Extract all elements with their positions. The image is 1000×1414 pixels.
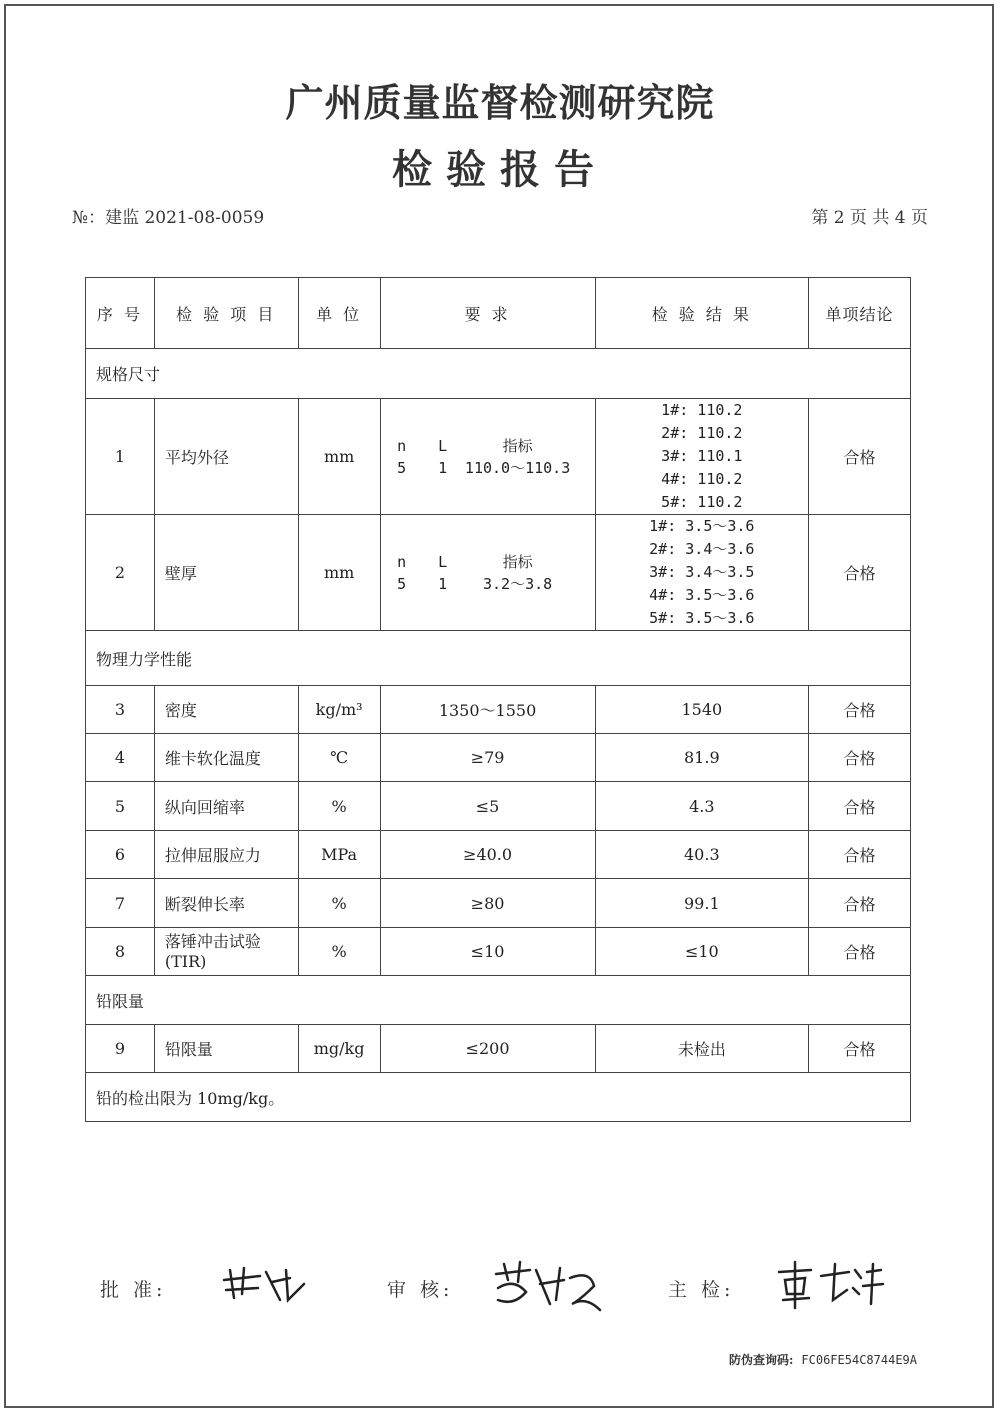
table-row	[86, 515, 911, 631]
section-title: 铅限量	[86, 976, 911, 1025]
item-name	[154, 928, 298, 976]
row-number: 1	[86, 399, 155, 515]
result-line: 1#: 110.2	[661, 401, 743, 419]
section-title: 规格尺寸	[86, 349, 911, 399]
verdict: 合格	[809, 928, 911, 976]
req-header-l: L	[438, 552, 448, 571]
result: 1540	[595, 686, 809, 734]
result-line: 5#: 3.5～3.6	[649, 609, 755, 627]
inspector-signature	[775, 1260, 885, 1315]
result-line: 2#: 110.2	[661, 424, 743, 442]
verdict: 合格	[809, 879, 911, 928]
req-header-n: n	[397, 552, 407, 571]
unit: mm	[298, 399, 380, 515]
requirement: ≤5	[380, 782, 595, 831]
section-title: 物理力学性能	[86, 631, 911, 686]
table-row	[86, 734, 911, 782]
row-number: 7	[86, 879, 155, 928]
result-line: 1#: 3.5～3.6	[649, 517, 755, 535]
req-l: 1	[438, 574, 448, 593]
report-number: №：建监 2021-08-0059	[72, 208, 265, 228]
result-line: 3#: 3.4～3.5	[649, 563, 755, 581]
verdict: 合格	[809, 515, 911, 631]
req-spec: 110.0～110.3	[464, 459, 571, 477]
req-spec: 3.2～3.8	[482, 575, 553, 593]
header-cell: 单 位	[298, 278, 380, 349]
requirement: ≥79	[380, 734, 595, 782]
inspection-table	[85, 277, 911, 1122]
row-number: 6	[86, 831, 155, 879]
table-row	[86, 928, 911, 976]
item-name: 纵向回缩率	[154, 782, 298, 831]
req-header-spec: 指标	[502, 437, 533, 455]
requirement: ≥40.0	[380, 831, 595, 879]
header-cell: 检 验 项 目	[154, 278, 298, 349]
requirement	[380, 515, 595, 631]
verdict: 合格	[809, 734, 911, 782]
result-line: 4#: 110.2	[661, 470, 743, 488]
header-cell: 要 求	[380, 278, 595, 349]
institute-name: 广州质量监督检测研究院	[285, 80, 715, 125]
unit: %	[298, 879, 380, 928]
result: ≤10	[595, 928, 809, 976]
result-line: 5#: 110.2	[661, 493, 743, 511]
header-cell: 序 号	[86, 278, 155, 349]
verdict: 合格	[809, 1025, 911, 1073]
verdict: 合格	[809, 686, 911, 734]
item-name-line: 落锤冲击试验	[164, 931, 261, 951]
table-header-row	[86, 278, 911, 349]
item-name: 密度	[154, 686, 298, 734]
requirement: 1350～1550	[380, 686, 595, 734]
result: 81.9	[595, 734, 809, 782]
result	[595, 515, 809, 631]
row-number: 9	[86, 1025, 155, 1073]
note-row	[86, 1073, 911, 1122]
section-row	[86, 631, 911, 686]
result-line: 4#: 3.5～3.6	[649, 586, 755, 604]
review-label: 审 核:	[387, 1279, 454, 1301]
anti-fake-label: 防伪查询码:	[728, 1353, 794, 1367]
item-name-line: (TIR)	[164, 951, 207, 971]
req-header-n: n	[397, 436, 407, 455]
table-row	[86, 782, 911, 831]
unit: ℃	[298, 734, 380, 782]
row-number: 2	[86, 515, 155, 631]
table-row	[86, 831, 911, 879]
unit: mm	[298, 515, 380, 631]
unit: kg/m³	[298, 686, 380, 734]
inspector-label: 主 检:	[668, 1279, 735, 1301]
result	[595, 399, 809, 515]
anti-fake-code	[729, 1351, 917, 1368]
requirement: ≤200	[380, 1025, 595, 1073]
approver-signature	[220, 1260, 310, 1310]
result-line: 3#: 110.1	[661, 447, 743, 465]
approve-label: 批 准:	[100, 1279, 167, 1301]
section-row	[86, 349, 911, 399]
result: 40.3	[595, 831, 809, 879]
row-number: 8	[86, 928, 155, 976]
req-header-spec: 指标	[502, 553, 533, 571]
unit: mg/kg	[298, 1025, 380, 1073]
reviewer-signature	[490, 1260, 605, 1315]
result: 4.3	[595, 782, 809, 831]
header-cell: 检 验 结 果	[595, 278, 809, 349]
result: 99.1	[595, 879, 809, 928]
item-name: 拉伸屈服应力	[154, 831, 298, 879]
page-indicator: 第 2 页 共 4 页	[811, 208, 928, 228]
row-number: 4	[86, 734, 155, 782]
item-name: 壁厚	[154, 515, 298, 631]
req-n: 5	[397, 574, 407, 593]
header-cell: 单项结论	[809, 278, 911, 349]
item-name: 平均外径	[154, 399, 298, 515]
item-name: 铅限量	[154, 1025, 298, 1073]
req-l: 1	[438, 458, 448, 477]
verdict: 合格	[809, 831, 911, 879]
unit: %	[298, 782, 380, 831]
item-name: 断裂伸长率	[154, 879, 298, 928]
requirement: ≥80	[380, 879, 595, 928]
anti-fake-value: FC06FE54C8744E9A	[801, 1353, 917, 1367]
row-number: 5	[86, 782, 155, 831]
req-n: 5	[397, 458, 407, 477]
report-title: 检验报告	[392, 146, 608, 193]
result: 未检出	[595, 1025, 809, 1073]
unit: MPa	[298, 831, 380, 879]
row-number: 3	[86, 686, 155, 734]
table-row	[86, 1025, 911, 1073]
table-row	[86, 879, 911, 928]
section-row	[86, 976, 911, 1025]
verdict: 合格	[809, 399, 911, 515]
result-line: 2#: 3.4～3.6	[649, 540, 755, 558]
unit: %	[298, 928, 380, 976]
verdict: 合格	[809, 782, 911, 831]
detection-limit-note: 铅的检出限为 10mg/kg。	[86, 1073, 911, 1122]
table-row	[86, 399, 911, 515]
item-name: 维卡软化温度	[154, 734, 298, 782]
table-row	[86, 686, 911, 734]
requirement: ≤10	[380, 928, 595, 976]
requirement	[380, 399, 595, 515]
req-header-l: L	[438, 436, 448, 455]
